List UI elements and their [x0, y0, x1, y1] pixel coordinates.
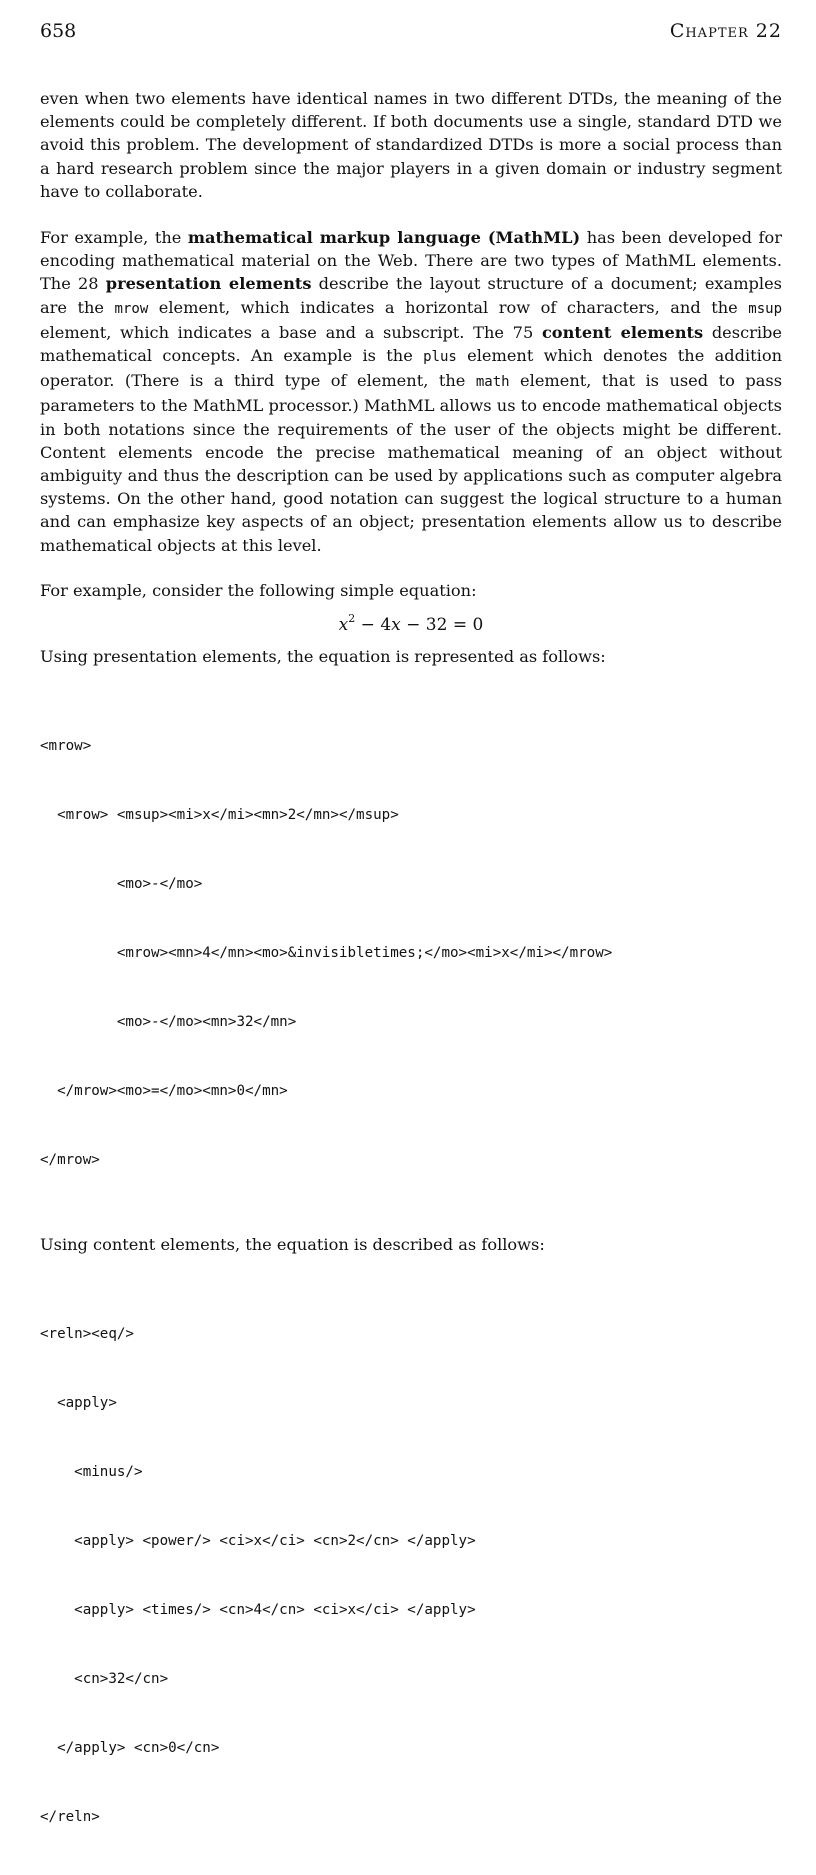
code-line: <mo>-</mo>	[40, 876, 203, 893]
equation-operator: −	[360, 615, 375, 636]
running-head	[40, 20, 782, 48]
code-mrow: mrow	[114, 300, 149, 317]
paragraph-example-intro: For example, consider the following simple equation:	[40, 580, 477, 600]
paragraph-dtd-meaning: even when two elements have identical names in two different DTDs, the meaning of the elements could be completely different. If both documents use a single, standard DTD we avoid this problem. The development of standardized DTDs is more a social process than a hard research problem since the major players in a given domain or industry segment have to collaborate.	[40, 89, 782, 201]
equation-operator: −	[406, 615, 421, 636]
code-plus: plus	[423, 349, 457, 366]
code-msup: msup	[748, 300, 782, 317]
text-run: describe mathematical concepts. An example is the	[40, 322, 782, 366]
code-line: <apply> <power/> <ci>x</ci> <cn>2</cn> </apply>	[40, 1533, 476, 1550]
code-block-content	[40, 1277, 782, 1875]
code-line: <apply> <times/> <cn>4</cn> <ci>x</ci> </apply>	[40, 1602, 476, 1619]
term-content-elements: content elements	[541, 322, 704, 342]
code-line: <mrow><mn>4</mn><mo>&invisibletimes;</mo><mi>x</mi></mrow>	[40, 945, 613, 962]
code-line: <apply>	[40, 1395, 117, 1412]
code-line: <mrow> <msup><mi>x</mi><mn>2</mn></msup>	[40, 807, 399, 824]
code-block-presentation	[40, 689, 782, 1218]
text-run: element, which indicates a horizontal row of characters, and the	[148, 297, 749, 317]
paragraph-content-intro: Using content elements, the equation is described as follows:	[40, 1235, 545, 1255]
equation-zero: 0	[472, 615, 484, 636]
text-run: element which denotes the addition operator. (There is a third type of element, the	[40, 346, 782, 391]
code-line: <reln><eq/>	[40, 1326, 134, 1343]
equation-constant: 32	[425, 615, 448, 636]
page-number: 658	[40, 20, 77, 42]
code-line: <minus/>	[40, 1464, 143, 1481]
text-run: For example, the	[40, 228, 188, 248]
chapter-label: Chapter 22	[669, 20, 782, 42]
equation-exponent: 2	[348, 612, 356, 626]
text-run: describe the layout structure of a document; examples are the	[40, 274, 782, 317]
equation-equals: =	[452, 615, 468, 636]
text-run: element, that is used to pass parameters to the MathML processor.) MathML allows us to encode mathematical objects in both notations since the requirements of the user of the objects might be different. Content elements encode the precise mathematical meaning of an object without ambiguity and thus the description can be used by applications such as computer algebra systems. On the other hand, good notation can suggest the logical structure to a human and can emphasize key aspects of an object; presentation elements allow us to describe mathematical objects at this level.	[40, 371, 782, 555]
code-line: <mo>-</mo><mn>32</mn>	[40, 1014, 297, 1031]
term-mathml: mathematical markup language (MathML)	[187, 228, 581, 248]
code-line: <mrow>	[40, 738, 92, 755]
paragraph-presentation-intro: Using presentation elements, the equation is represented as follows:	[40, 647, 606, 667]
text-run: has been developed for encoding mathematical material on the Web. There are two types of MathML elements. The 28	[40, 228, 782, 294]
code-line: </reln>	[40, 1809, 100, 1826]
code-math: math	[475, 374, 510, 391]
equation-var: x	[391, 615, 401, 636]
book-page	[40, 20, 782, 1875]
text-run: element, which indicates a base and a subscript. The 75	[40, 322, 542, 342]
equation	[40, 614, 782, 637]
code-line: </mrow><mo>=</mo><mn>0</mn>	[40, 1083, 288, 1100]
equation-var: x	[338, 615, 349, 636]
term-presentation-elements: presentation elements	[105, 274, 312, 294]
code-line: </mrow>	[40, 1152, 100, 1169]
equation-coefficient: 4	[380, 615, 392, 636]
paragraph-mathml-intro	[40, 226, 782, 557]
code-line: <cn>32</cn>	[40, 1671, 169, 1688]
code-line: </apply> <cn>0</cn>	[40, 1740, 220, 1757]
